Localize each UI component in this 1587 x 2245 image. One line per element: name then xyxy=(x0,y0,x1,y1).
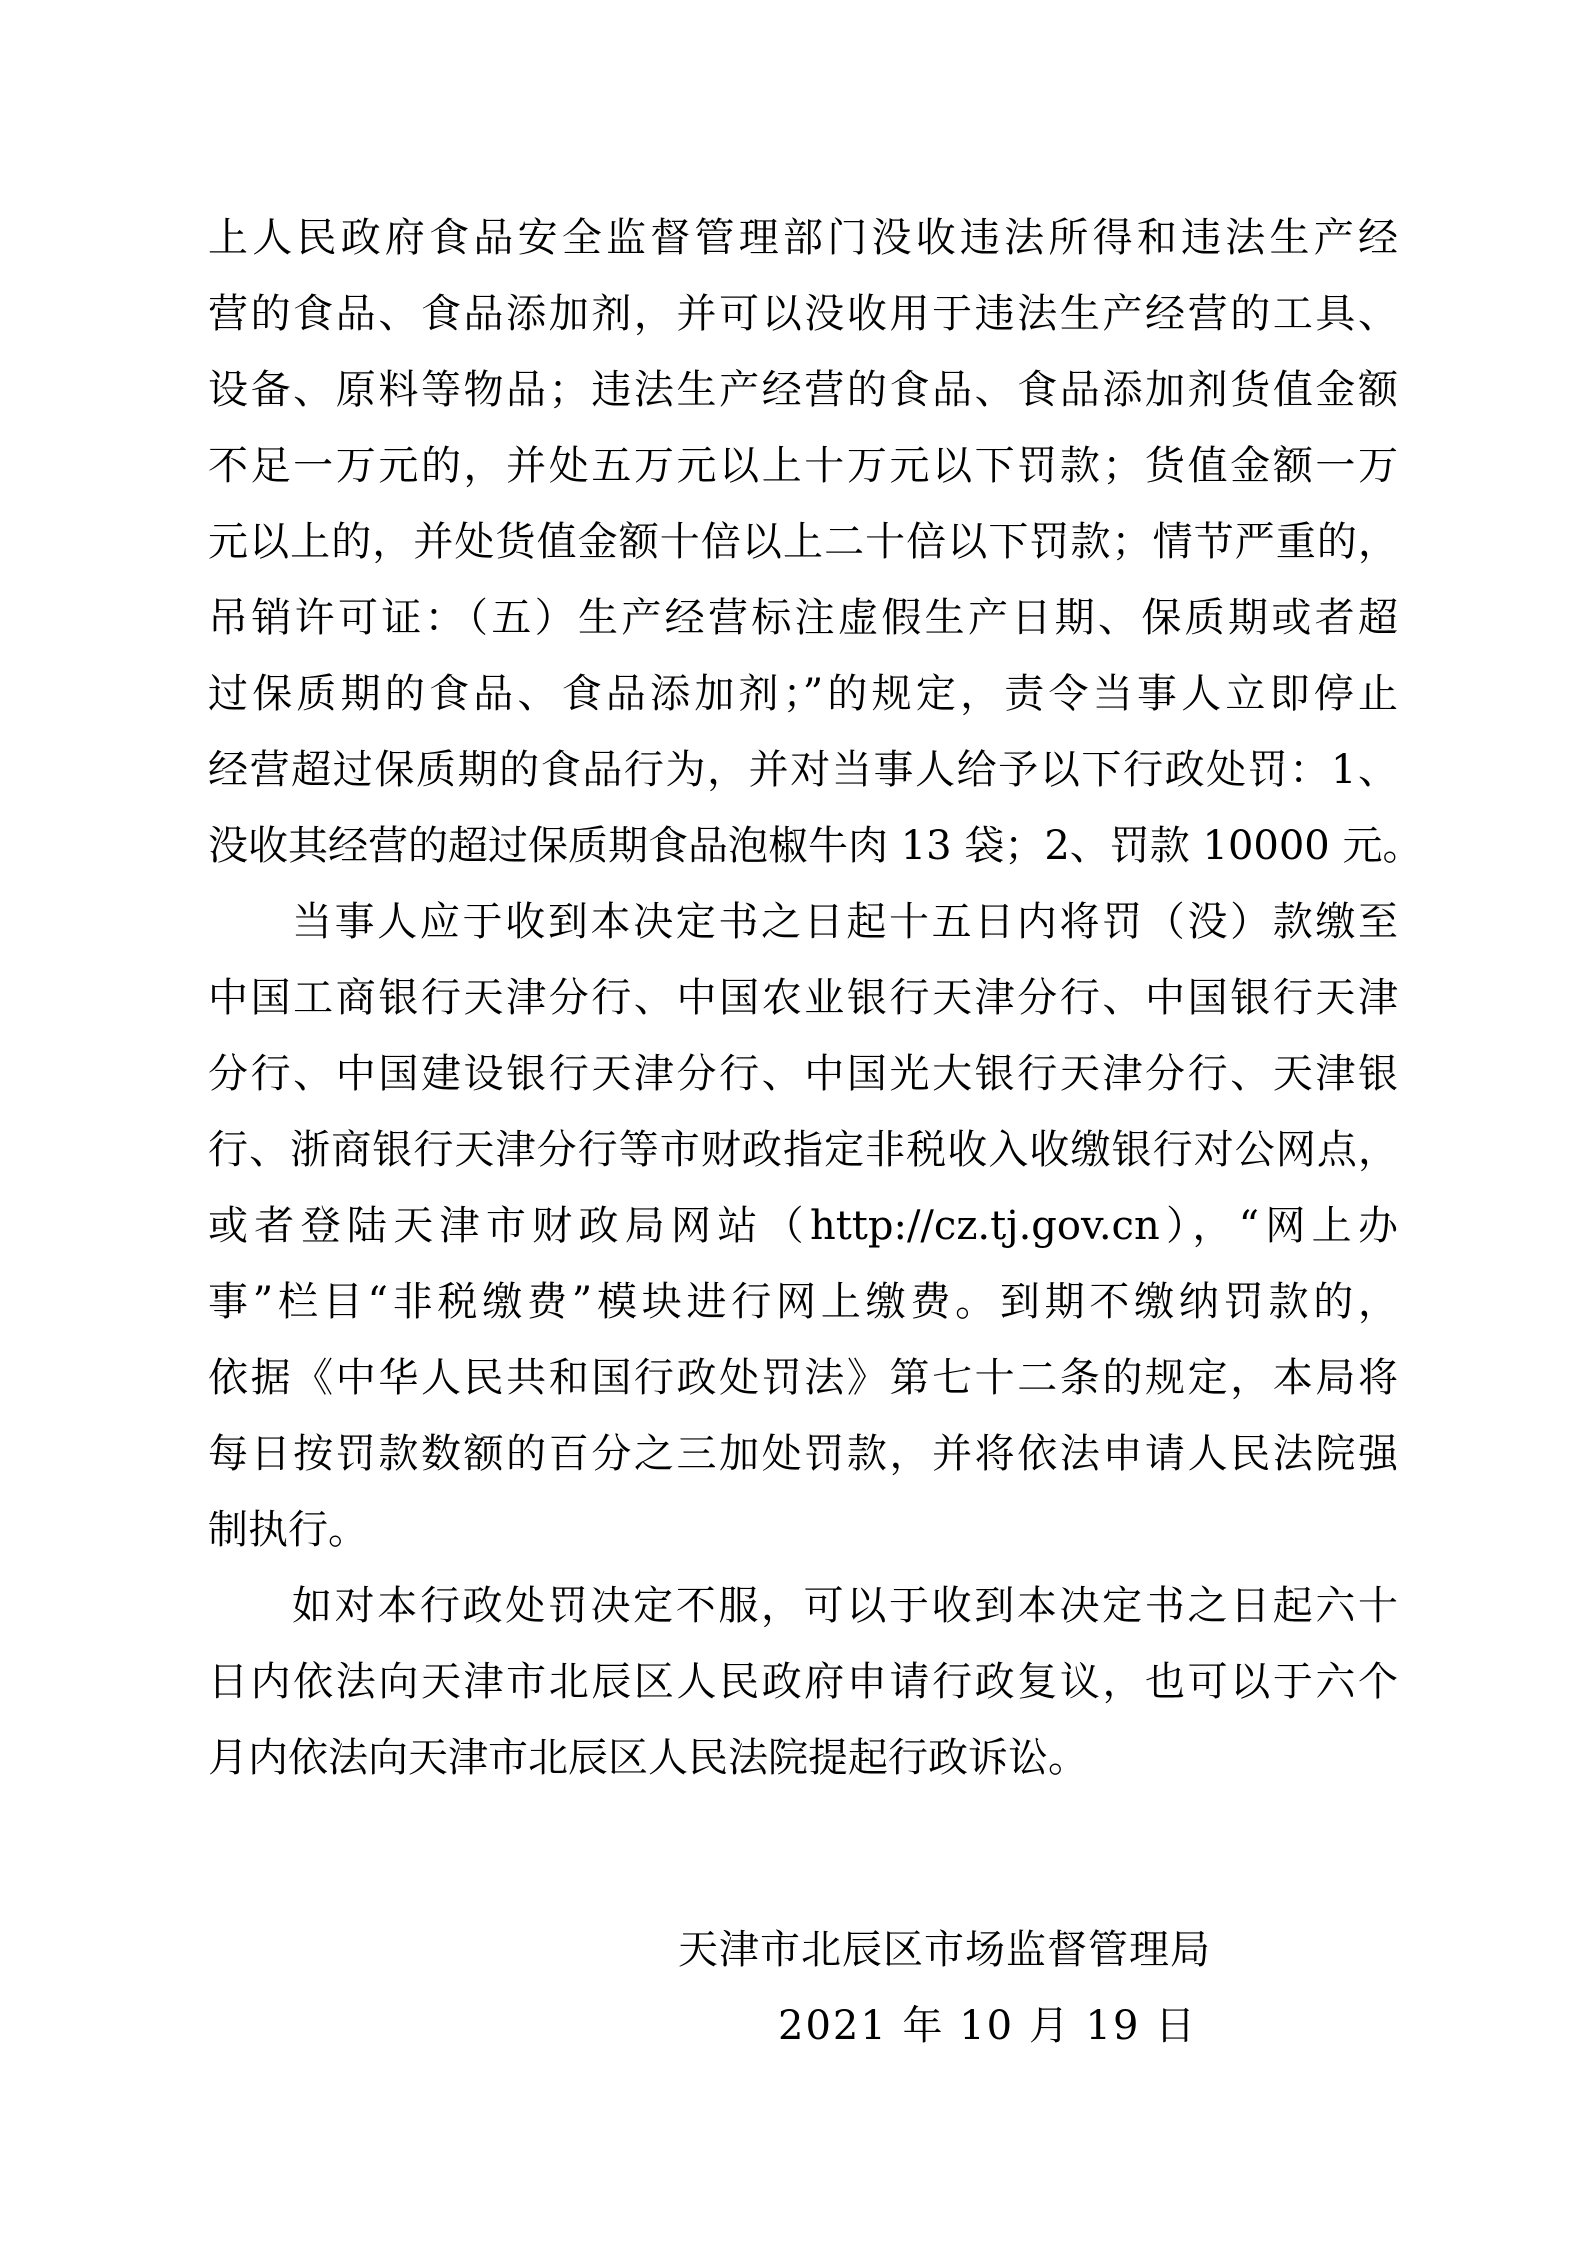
text-line: 或者登陆天津市财政局网站（http://cz.tj.gov.cn），“网上办 xyxy=(208,1203,1398,1249)
text-line: 如对本行政处罚决定不服，可以于收到本决定书之日起六十 xyxy=(292,1583,1398,1629)
text-line: 日内依法向天津市北辰区人民政府申请行政复议，也可以于六个 xyxy=(208,1659,1398,1705)
paragraph-payment-instructions xyxy=(208,884,1398,1568)
text-line: 当事人应于收到本决定书之日起十五日内将罚（没）款缴至 xyxy=(292,899,1398,945)
document-body xyxy=(208,200,1423,1796)
text-line: 中国工商银行天津分行、中国农业银行天津分行、中国银行天津 xyxy=(208,975,1398,1021)
text-line: 上人民政府食品安全监督管理部门没收违法所得和违法生产经 xyxy=(208,215,1398,261)
text-line: 分行、中国建设银行天津分行、中国光大银行天津分行、天津银 xyxy=(208,1051,1398,1097)
text-line: 过保质期的食品、食品添加剂；”的规定，责令当事人立即停止 xyxy=(208,671,1398,717)
text-line: 营的食品、食品添加剂，并可以没收用于违法生产经营的工具、 xyxy=(208,291,1398,337)
issuing-authority: 天津市北辰区市场监督管理局 xyxy=(678,1927,1211,1973)
paragraph-appeal-rights xyxy=(208,1568,1398,1796)
text-line: 吊销许可证：（五）生产经营标注虚假生产日期、保质期或者超 xyxy=(208,595,1398,641)
text-line: 制执行。 xyxy=(208,1507,368,1553)
text-line: 设备、原料等物品；违法生产经营的食品、食品添加剂货值金额 xyxy=(208,367,1398,413)
text-line: 事”栏目“非税缴费”模块进行网上缴费。到期不缴纳罚款的， xyxy=(208,1279,1398,1325)
text-line: 月内依法向天津市北辰区人民法院提起行政诉讼。 xyxy=(208,1735,1088,1781)
text-line: 经营超过保质期的食品行为，并对当事人给予以下行政处罚：1、 xyxy=(208,747,1398,793)
text-line: 不足一万元的，并处五万元以上十万元以下罚款；货值金额一万 xyxy=(208,443,1398,489)
issue-date: 2021 年 10 月 19 日 xyxy=(778,2003,1198,2049)
text-line: 行、浙商银行天津分行等市财政指定非税收入收缴银行对公网点， xyxy=(208,1127,1398,1173)
text-line: 元以上的，并处货值金额十倍以上二十倍以下罚款；情节严重的， xyxy=(208,519,1398,565)
text-line: 依据《中华人民共和国行政处罚法》第七十二条的规定，本局将 xyxy=(208,1355,1398,1401)
text-line: 没收其经营的超过保质期食品泡椒牛肉 13 袋；2、罚款 10000 元。 xyxy=(208,823,1423,869)
paragraph-penalty-basis xyxy=(208,200,1423,884)
text-line: 每日按罚款数额的百分之三加处罚款，并将依法申请人民法院强 xyxy=(208,1431,1398,1477)
